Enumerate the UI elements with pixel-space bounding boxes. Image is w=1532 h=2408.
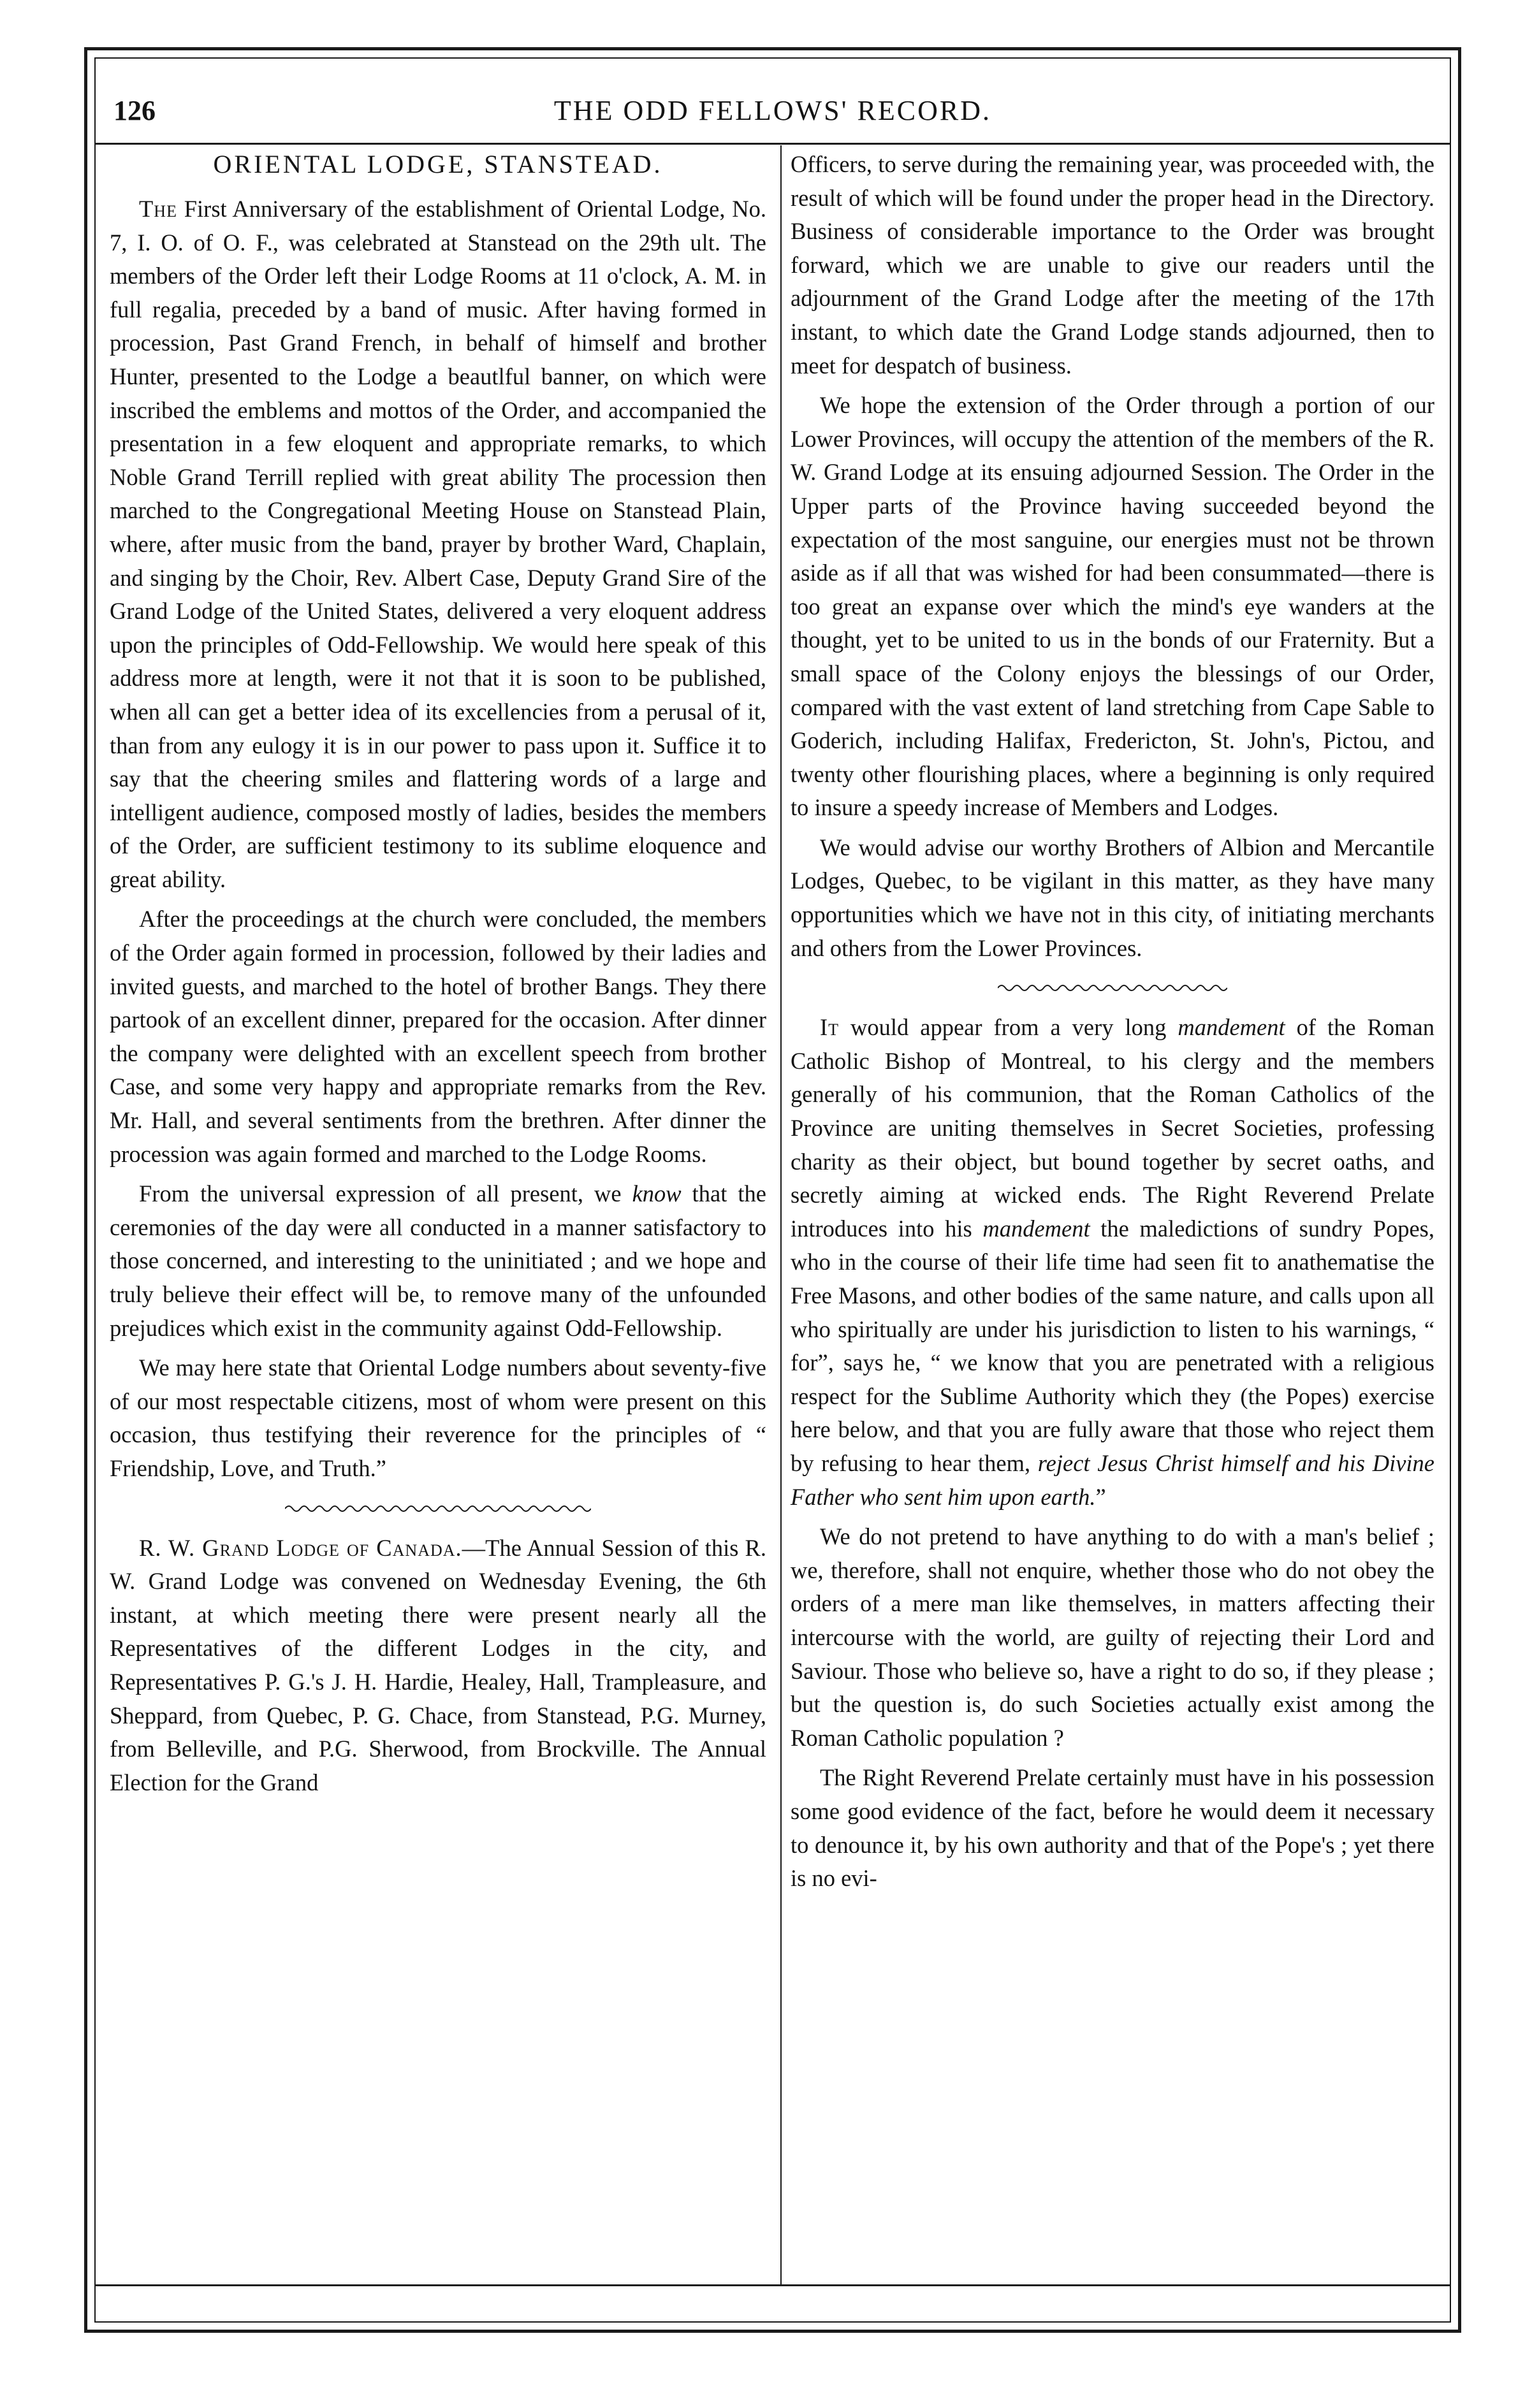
wavy-rule-ornament [285,1501,591,1516]
page-header [102,89,1443,140]
footer-rule [94,2284,1451,2286]
article-paragraph: We do not pretend to have anything to do with a man's belief ; we, therefore, shall not enquire, whether those who do not obey the orders of a mere man like themselves, in matters affecting their intercourse with the world, are guilty of rejecting their Lord and Saviour. Those who believe so, have a right to do so, if they please ; but the question is, do such Societies actually exist among the Roman Catholic population ? [791,1523,1434,1751]
article-paragraph: It would appear from a very long mandement of the Roman Catholic Bishop of Montreal, to his clergy and the members generally of his communion, that the Roman Catholics of the Province are uniting themselves in Secret Societies, professing charity as their object, but bound together by secret oaths, and secretly aiming at wicked ends. The Right Reverend Prelate introduces into his mandement the maledictions of sundry Popes, who in the course of their life time had seen fit to anathematise the Free Masons, and other bodies of the same nature, and calls upon all who spiritually are under his jurisdiction to listen to his warnings, “ for”, says he, “ we know that you are penetrated with a religious respect for the Sublime Authority which they (the Popes) exercise here below, and that you are fully aware that those who reject them by refusing to hear them, reject Jesus Christ himself and his Divine Father who sent him upon earth.” [791,1014,1434,1510]
running-title: THE ODD FELLOWS' RECORD. [553,95,992,126]
article-paragraph: We may here state that Oriental Lodge numbers about seventy-five of our most respectable citizens, most of whom were present on this occasion, thus testifying their reverence for the principles of “ Friendship, Love, and Truth.” [110,1354,766,1481]
wavy-separator [110,1492,766,1518]
article-paragraph: The Right Reverend Prelate certainly must have in his possession some good evidence of the fact, before he would deem it necessary to denounce it, by his own authority and that of the Pope's ; yet there is no evi- [791,1764,1434,1892]
article-paragraph-continued: Officers, to serve during the remaining year, was proceeded with, the result of which will be found under the proper head in the Directory. Business of considerable importance to the Order was brought forward, which we are unable to give our readers until the adjournment of the Grand Lodge after the meeting of the 17th instant, to which date the Grand Lodge stands adjourned, then to meet for despatch of business. [791,151,1434,379]
column-divider [780,145,782,2286]
lead-word: The [139,196,177,222]
emphasis: mandement [1178,1014,1285,1041]
article-heading: ORIENTAL LODGE, STANSTEAD. [213,150,663,178]
article-paragraph: The First Anniversary of the establishment of Oriental Lodge, No. 7, I. O. of O. F., was celebrated at Stanstead on the 29th ult. The members of the Order left their Lodge Rooms at 11 o'clock, A. M. in full regalia, preceded by a band of music. After having formed in procession, Past Grand French, in behalf of himself and brother Hunter, presented to the Lodge a beautlful banner, on which were inscribed the emblems and mottos of the Order, and accompanied the presentation in a few eloquent and appropriate remarks, to which Noble Grand Terrill replied with great ability The procession then marched to the Congregational Meeting House on Stanstead Plain, where, after music from the band, prayer by brother Ward, Chaplain, and singing by the Choir, Rev. Albert Case, Deputy Grand Sire of the Grand Lodge of the United States, delivered a very eloquent address upon the principles of Odd-Fellowship. We would here speak of this address more at length, were it not that it is soon to be published, when all can get a better idea of its excellencies from a perusal of it, than from any eulogy it is in our power to pass upon it. Suffice it to say that the cheering smiles and flattering words of a large and intelligent audience, composed mostly of ladies, besides the members of the Order, are sufficient testimony to its sublime eloquence and great ability. [110,196,766,892]
article-paragraph: After the proceedings at the church were concluded, the members of the Order again formed in procession, followed by their ladies and invited guests, and marched to the hotel of brother Bangs. They there partook of an excellent dinner, prepared for the occasion. After dinner the company were delighted with an excellent speech from brother Case, and some very happy and appropriate remarks from the Rev. Mr. Hall, and several sentiments from the brethren. After dinner the procession was again formed and marched to the Lodge Rooms. [110,906,766,1167]
left-column [110,148,766,1806]
article-paragraph: We would advise our worthy Brothers of Albion and Mercantile Lodges, Quebec, to be vigilant in this matter, as they have many opportunities which we have not in this city, of initiating merchants and others from the Lower Provinces. [791,834,1434,961]
right-column [791,148,1434,1902]
emphasis: reject Jesus Christ himself and his Divine Father who sent him upon earth. [791,1449,1434,1510]
wavy-separator [791,971,1434,997]
header-rule [94,143,1451,145]
emphasis: know [632,1180,682,1207]
page-number: 126 [113,95,156,126]
article-lead-title: R. W. Grand Lodge of Canada. [139,1534,462,1561]
article-paragraph: From the universal expression of all present, we know that the ceremonies of the day were all conducted in a manner satisfactory to those concerned, and interesting to the uninitiated ; and we hope and truly believe their effect will be, to remove many of the unfounded prejudices which exist in the community against Odd-Fellowship. [110,1180,766,1341]
article-paragraph: R. W. Grand Lodge of Canada.—The Annual Session of this R. W. Grand Lodge was convened on Wednesday Evening, the 6th instant, at which meeting there were present nearly all the Representatives of the different Lodges in the city, and Representatives P. G.'s J. H. Hardie, Healey, Hall, Trampleasure, and Sheppard, from Quebec, P. G. Chace, from Stanstead, P.G. Murney, from Belleville, and P.G. Sherwood, from Brockville. The Annual Election for the Grand [110,1534,766,1795]
article-paragraph: We hope the extension of the Order through a portion of our Lower Provinces, will occupy the attention of the members of the R. W. Grand Lodge at its ensuing adjourned Session. The Order in the Upper parts of the Province having succeeded beyond the expectation of the most sanguine, our energies must not be thrown aside as if all that was wished for had been consummated—there is too great an expanse over which the mind's eye wanders at the thought, yet to be united to us in the bonds of our Fraternity. But a small space of the Colony enjoys the blessings of our Order, compared with the vast extent of land stretching from Cape Sable to Goderich, including Halifax, Fredericton, St. John's, Pictou, and twenty other flourishing places, where a beginning is only required to insure a speedy increase of Members and Lodges. [791,392,1434,821]
lead-word: It [820,1014,840,1041]
emphasis: mandement [982,1215,1090,1242]
wavy-rule-ornament [998,980,1227,996]
